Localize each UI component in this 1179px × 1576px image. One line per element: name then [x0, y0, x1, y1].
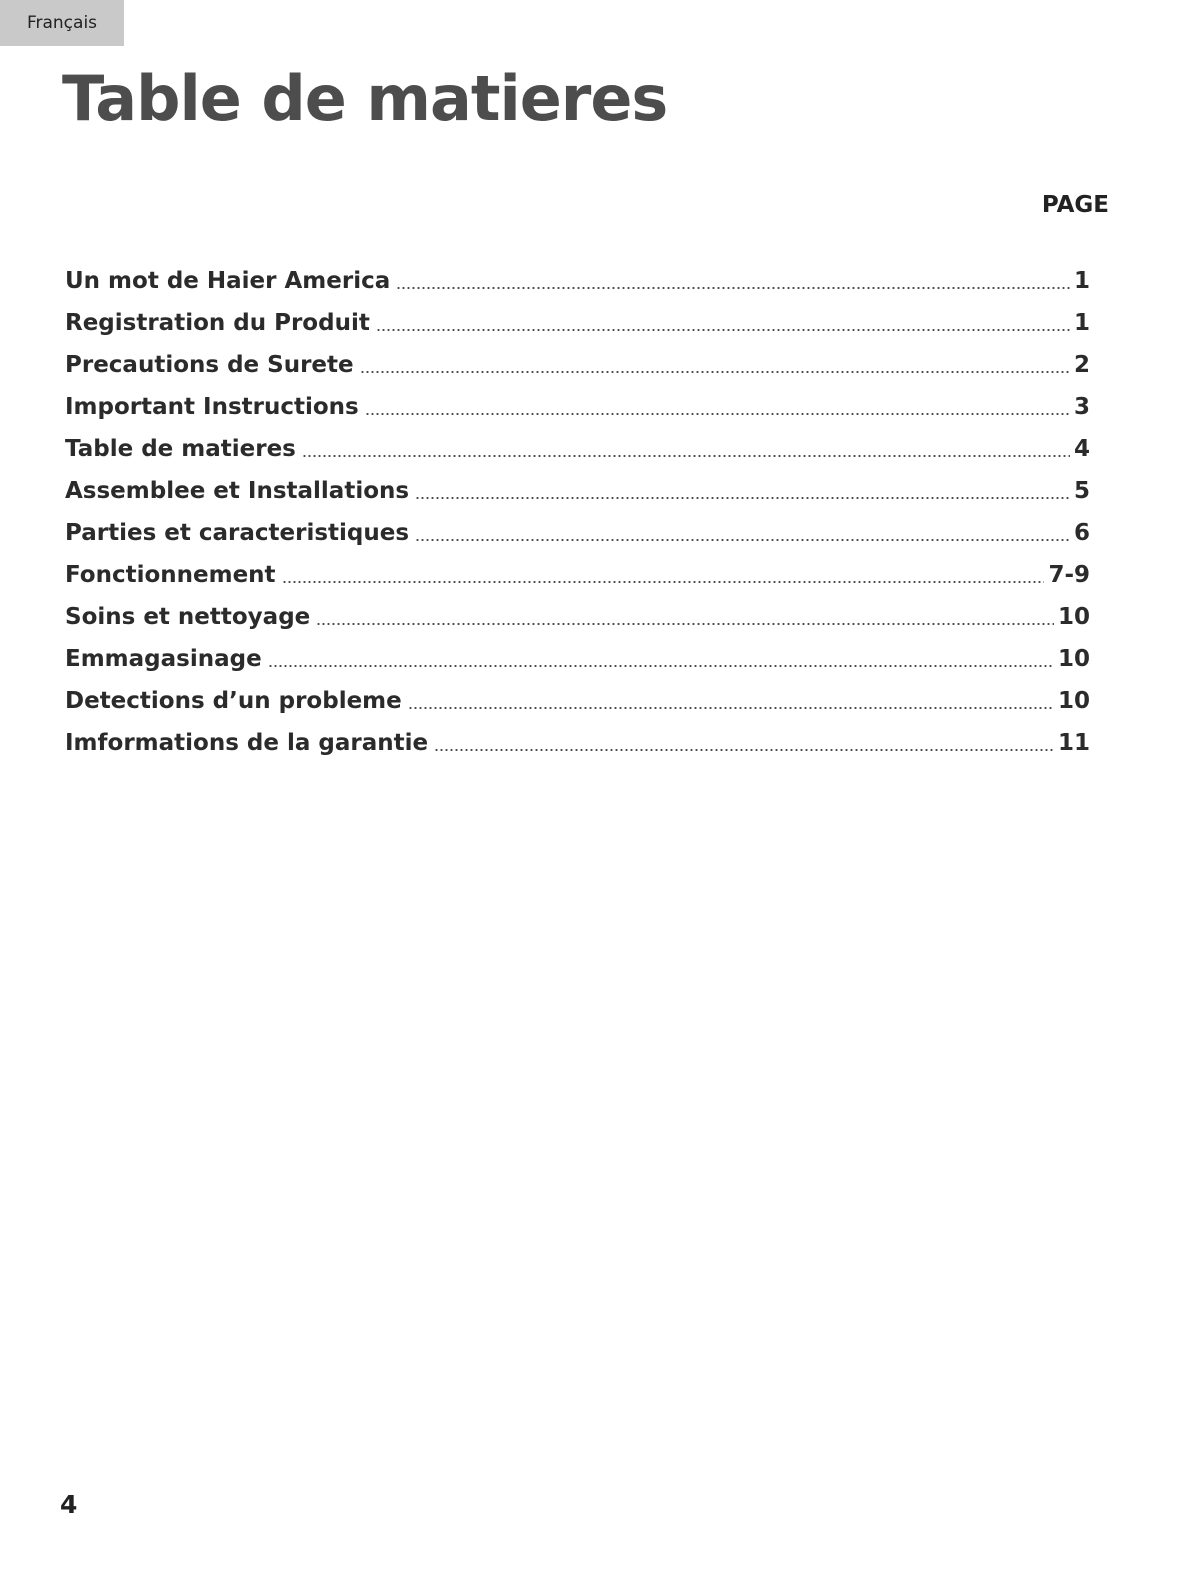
- toc-entry-title: Parties et caracteristiques: [65, 520, 410, 546]
- toc-entry[interactable]: [65, 593, 1090, 635]
- toc-entry-page: 2: [1073, 352, 1090, 378]
- toc-entry-page: 3: [1073, 394, 1090, 420]
- dot-leader: [376, 329, 1070, 331]
- toc-entry[interactable]: [65, 383, 1090, 425]
- table-of-contents: [65, 257, 1090, 761]
- page-number: 4: [60, 1490, 78, 1519]
- toc-entry[interactable]: [65, 257, 1090, 299]
- toc-entry-title: Fonctionnement: [65, 562, 276, 588]
- toc-entry-page: 10: [1057, 646, 1090, 672]
- dot-leader: [316, 623, 1054, 625]
- dot-leader: [408, 707, 1054, 709]
- page-title: Table de matieres: [62, 62, 668, 135]
- toc-entry-title: Un mot de Haier America: [65, 268, 391, 294]
- toc-entry-title: Table de matieres: [65, 436, 296, 462]
- toc-entry-title: Detections d’un probleme: [65, 688, 402, 714]
- dot-leader: [415, 539, 1070, 541]
- toc-entry-page: 1: [1073, 310, 1090, 336]
- language-tab: [0, 0, 124, 46]
- toc-entry[interactable]: [65, 719, 1090, 761]
- toc-entry-page: 6: [1073, 520, 1090, 546]
- page-column-header: PAGE: [1041, 192, 1109, 218]
- toc-entry[interactable]: [65, 635, 1090, 677]
- dot-leader: [302, 455, 1070, 457]
- dot-leader: [268, 665, 1054, 667]
- toc-entry[interactable]: [65, 551, 1090, 593]
- toc-entry-title: Assemblee et Installations: [65, 478, 410, 504]
- toc-entry-title: Precautions de Surete: [65, 352, 354, 378]
- dot-leader: [360, 371, 1070, 373]
- dot-leader: [365, 413, 1070, 415]
- toc-entry-page: 4: [1073, 436, 1090, 462]
- toc-entry[interactable]: [65, 467, 1090, 509]
- dot-leader: [434, 749, 1054, 751]
- toc-entry[interactable]: [65, 299, 1090, 341]
- dot-leader: [282, 581, 1045, 583]
- toc-entry-page: 7-9: [1048, 562, 1090, 588]
- toc-entry-page: 5: [1073, 478, 1090, 504]
- toc-entry-title: Imformations de la garantie: [65, 730, 429, 756]
- toc-entry-title: Emmagasinage: [65, 646, 262, 672]
- toc-entry-page: 10: [1057, 604, 1090, 630]
- dot-leader: [415, 497, 1070, 499]
- toc-entry-title: Soins et nettoyage: [65, 604, 311, 630]
- dot-leader: [396, 287, 1070, 289]
- toc-entry[interactable]: [65, 341, 1090, 383]
- toc-entry-title: Registration du Produit: [65, 310, 370, 336]
- toc-entry-page: 10: [1057, 688, 1090, 714]
- toc-entry[interactable]: [65, 425, 1090, 467]
- toc-entry-title: Important Instructions: [65, 394, 359, 420]
- toc-entry-page: 1: [1073, 268, 1090, 294]
- toc-entry-page: 11: [1057, 730, 1090, 756]
- language-tab-label: Français: [26, 13, 98, 33]
- toc-entry[interactable]: [65, 677, 1090, 719]
- toc-entry[interactable]: [65, 509, 1090, 551]
